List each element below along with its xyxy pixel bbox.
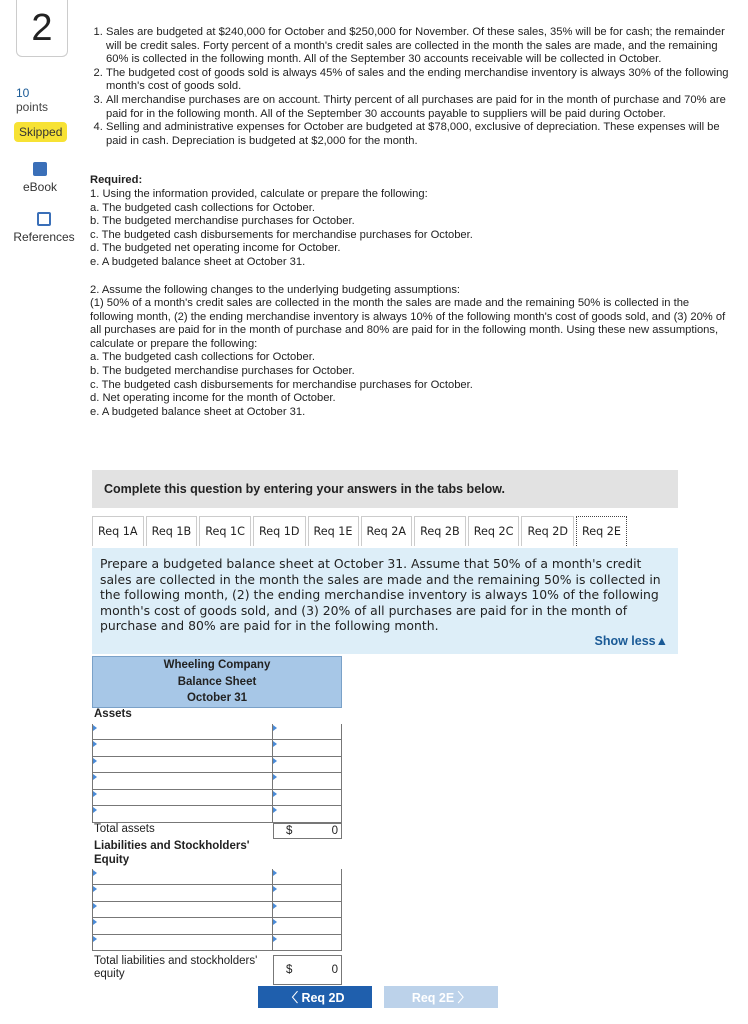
tab-req-2d[interactable]: Req 2D <box>521 516 574 546</box>
required-line: (1) 50% of a month's credit sales are collected in the month the sales are made and the remaining 50% is collected in the following month, (2) the ending merchandise inventory is always 10% of the following month's cost of goods sold, and (3) 20% of all purchases are paid for in the month of purchase and 80% are paid for in the following month. Using these new assumptions, calculate or prepare the following: <box>90 297 726 350</box>
problem-item: 4. Selling and administrative expenses for October are budgeted at $78,000, exclusive of depreciation. These expenses will be paid in cash. Depreciation is budgeted at $2,000 for the month. <box>106 121 730 148</box>
problem-item: 1. Sales are budgeted at $240,000 for October and $250,000 for November. Of these sales, 35% will be for cash; the remainder will be credit sales. Forty percent of a month's credit sales are collected in the month the sales are made, and the remaining 60% is collected in the following month. All of the September 30 accounts receivable will be collected in October. <box>106 26 730 67</box>
total-assets-value: 0 <box>331 824 338 837</box>
points-label: points <box>16 100 49 114</box>
required-line: c. The budgeted cash disbursements for merchandise purchases for October. <box>90 228 473 241</box>
company-name: Wheeling Company <box>163 659 271 671</box>
required-line: d. The budgeted net operating income for October. <box>90 242 341 255</box>
tab-req-1d[interactable]: Req 1D <box>253 516 306 546</box>
total-liabilities-amount <box>273 955 342 985</box>
points-value: 10 <box>16 86 30 100</box>
required-line: e. A budgeted balance sheet at October 31. <box>90 405 306 418</box>
liability-row <box>92 902 342 919</box>
required-heading: Required: <box>90 174 143 187</box>
liability-amount-input[interactable] <box>273 885 342 902</box>
asset-row <box>92 773 342 790</box>
asset-amount-input[interactable] <box>273 773 342 790</box>
liability-label-input[interactable] <box>92 902 273 919</box>
total-liabilities-value: 0 <box>331 964 338 976</box>
asset-label-input[interactable] <box>92 757 273 774</box>
tab-req-2e[interactable]: Req 2E <box>576 516 627 546</box>
liability-amount-input[interactable] <box>273 918 342 935</box>
liability-row <box>92 869 342 886</box>
asset-row <box>92 757 342 774</box>
prev-button[interactable]: 〈 Req 2D <box>258 986 372 1008</box>
asset-row <box>92 790 342 807</box>
liability-row <box>92 918 342 935</box>
ebook-link[interactable] <box>14 162 66 194</box>
asset-row <box>92 740 342 757</box>
required-line: c. The budgeted cash disbursements for merchandise purchases for October. <box>90 378 473 391</box>
asset-row <box>92 806 342 823</box>
required-line: b. The budgeted merchandise purchases for October. <box>90 215 355 228</box>
required-line: 2. Assume the following changes to the underlying budgeting assumptions: <box>90 283 461 296</box>
liability-label-input[interactable] <box>92 935 273 952</box>
liability-row <box>92 885 342 902</box>
tab-req-1e[interactable]: Req 1E <box>308 516 359 546</box>
asset-amount-input[interactable] <box>273 757 342 774</box>
references-label: References <box>13 230 75 244</box>
required-line: a. The budgeted cash collections for October. <box>90 351 315 364</box>
next-button[interactable]: Req 2E 〉 <box>384 986 498 1008</box>
liability-label-input[interactable] <box>92 885 273 902</box>
currency-symbol: $ <box>286 964 293 976</box>
liability-amount-input[interactable] <box>273 869 342 886</box>
liability-label-input[interactable] <box>92 918 273 935</box>
tab-req-1b[interactable]: Req 1B <box>146 516 198 546</box>
liability-amount-input[interactable] <box>273 902 342 919</box>
currency-symbol: $ <box>286 824 293 837</box>
copy-icon <box>37 212 51 226</box>
total-assets-row <box>92 823 342 839</box>
asset-label-input[interactable] <box>92 740 273 757</box>
required-line: e. A budgeted balance sheet at October 31. <box>90 255 306 268</box>
asset-amount-input[interactable] <box>273 724 342 741</box>
references-link[interactable] <box>12 212 76 244</box>
asset-label-input[interactable] <box>92 790 273 807</box>
required-line: a. The budgeted cash collections for October. <box>90 201 315 214</box>
tab-req-2c[interactable]: Req 2C <box>468 516 520 546</box>
balance-sheet-header <box>92 656 342 708</box>
instructions-banner: Complete this question by entering your answers in the tabs below. <box>92 470 678 508</box>
liability-label-input[interactable] <box>92 869 273 886</box>
asset-label-input[interactable] <box>92 724 273 741</box>
statement-title: Balance Sheet <box>177 675 257 688</box>
total-assets-label: Total assets <box>94 822 155 835</box>
balance-sheet <box>92 656 342 985</box>
tab-req-2a[interactable]: Req 2A <box>361 516 413 546</box>
assets-heading: Assets <box>94 707 132 720</box>
tab-req-2b[interactable]: Req 2B <box>414 516 466 546</box>
asset-label-input[interactable] <box>92 773 273 790</box>
problem-item: 2. The budgeted cost of goods sold is always 45% of sales and the ending merchandise inventory is always 30% of the following month's cost of goods sold. <box>106 67 730 94</box>
tab-req-1a[interactable]: Req 1A <box>92 516 144 546</box>
liabilities-heading: Liabilities and Stockholders' Equity <box>94 839 250 866</box>
required-line: 1. Using the information provided, calculate or prepare the following: <box>90 187 428 200</box>
asset-amount-input[interactable] <box>273 740 342 757</box>
asset-row <box>92 724 342 741</box>
book-icon <box>33 162 47 176</box>
total-liabilities-label: Total liabilities and stockholders' equity <box>94 955 258 980</box>
problem-text <box>90 26 730 419</box>
asset-label-input[interactable] <box>92 806 273 823</box>
ebook-label: eBook <box>22 180 58 194</box>
req-tabs <box>92 516 678 549</box>
required-line: b. The budgeted merchandise purchases for October. <box>90 365 355 378</box>
liability-amount-input[interactable] <box>273 935 342 952</box>
statement-date: October 31 <box>186 692 248 704</box>
total-liabilities-row <box>92 955 342 985</box>
panel-instructions: Prepare a budgeted balance sheet at October 31. Assume that 50% of a month's credit sales are collected in the month the sales are made and the remaining 50% is collected in the following month, (2) the ending merchandise inventory is always 10% of the following month's cost of goods sold, and (3) 20% of all purchases are paid for in the month of purchase and 80% are paid for in the following month. <box>100 556 661 634</box>
liability-row <box>92 935 342 952</box>
status-badge: Skipped <box>14 122 67 142</box>
tab-req-1c[interactable]: Req 1C <box>199 516 251 546</box>
required-line: d. Net operating income for the month of October. <box>90 392 336 405</box>
asset-amount-input[interactable] <box>273 790 342 807</box>
show-less-link[interactable]: Show less▲ <box>594 634 668 649</box>
problem-item: 3. All merchandise purchases are on account. Thirty percent of all purchases are paid for in the month of purchase and 70% are paid for in the following month. All of the September 30 accounts payable to suppliers will be paid during October. <box>106 94 730 121</box>
total-assets-amount <box>273 823 342 839</box>
tab-panel <box>92 548 678 654</box>
asset-amount-input[interactable] <box>273 806 342 823</box>
question-number: 2 <box>16 0 68 57</box>
